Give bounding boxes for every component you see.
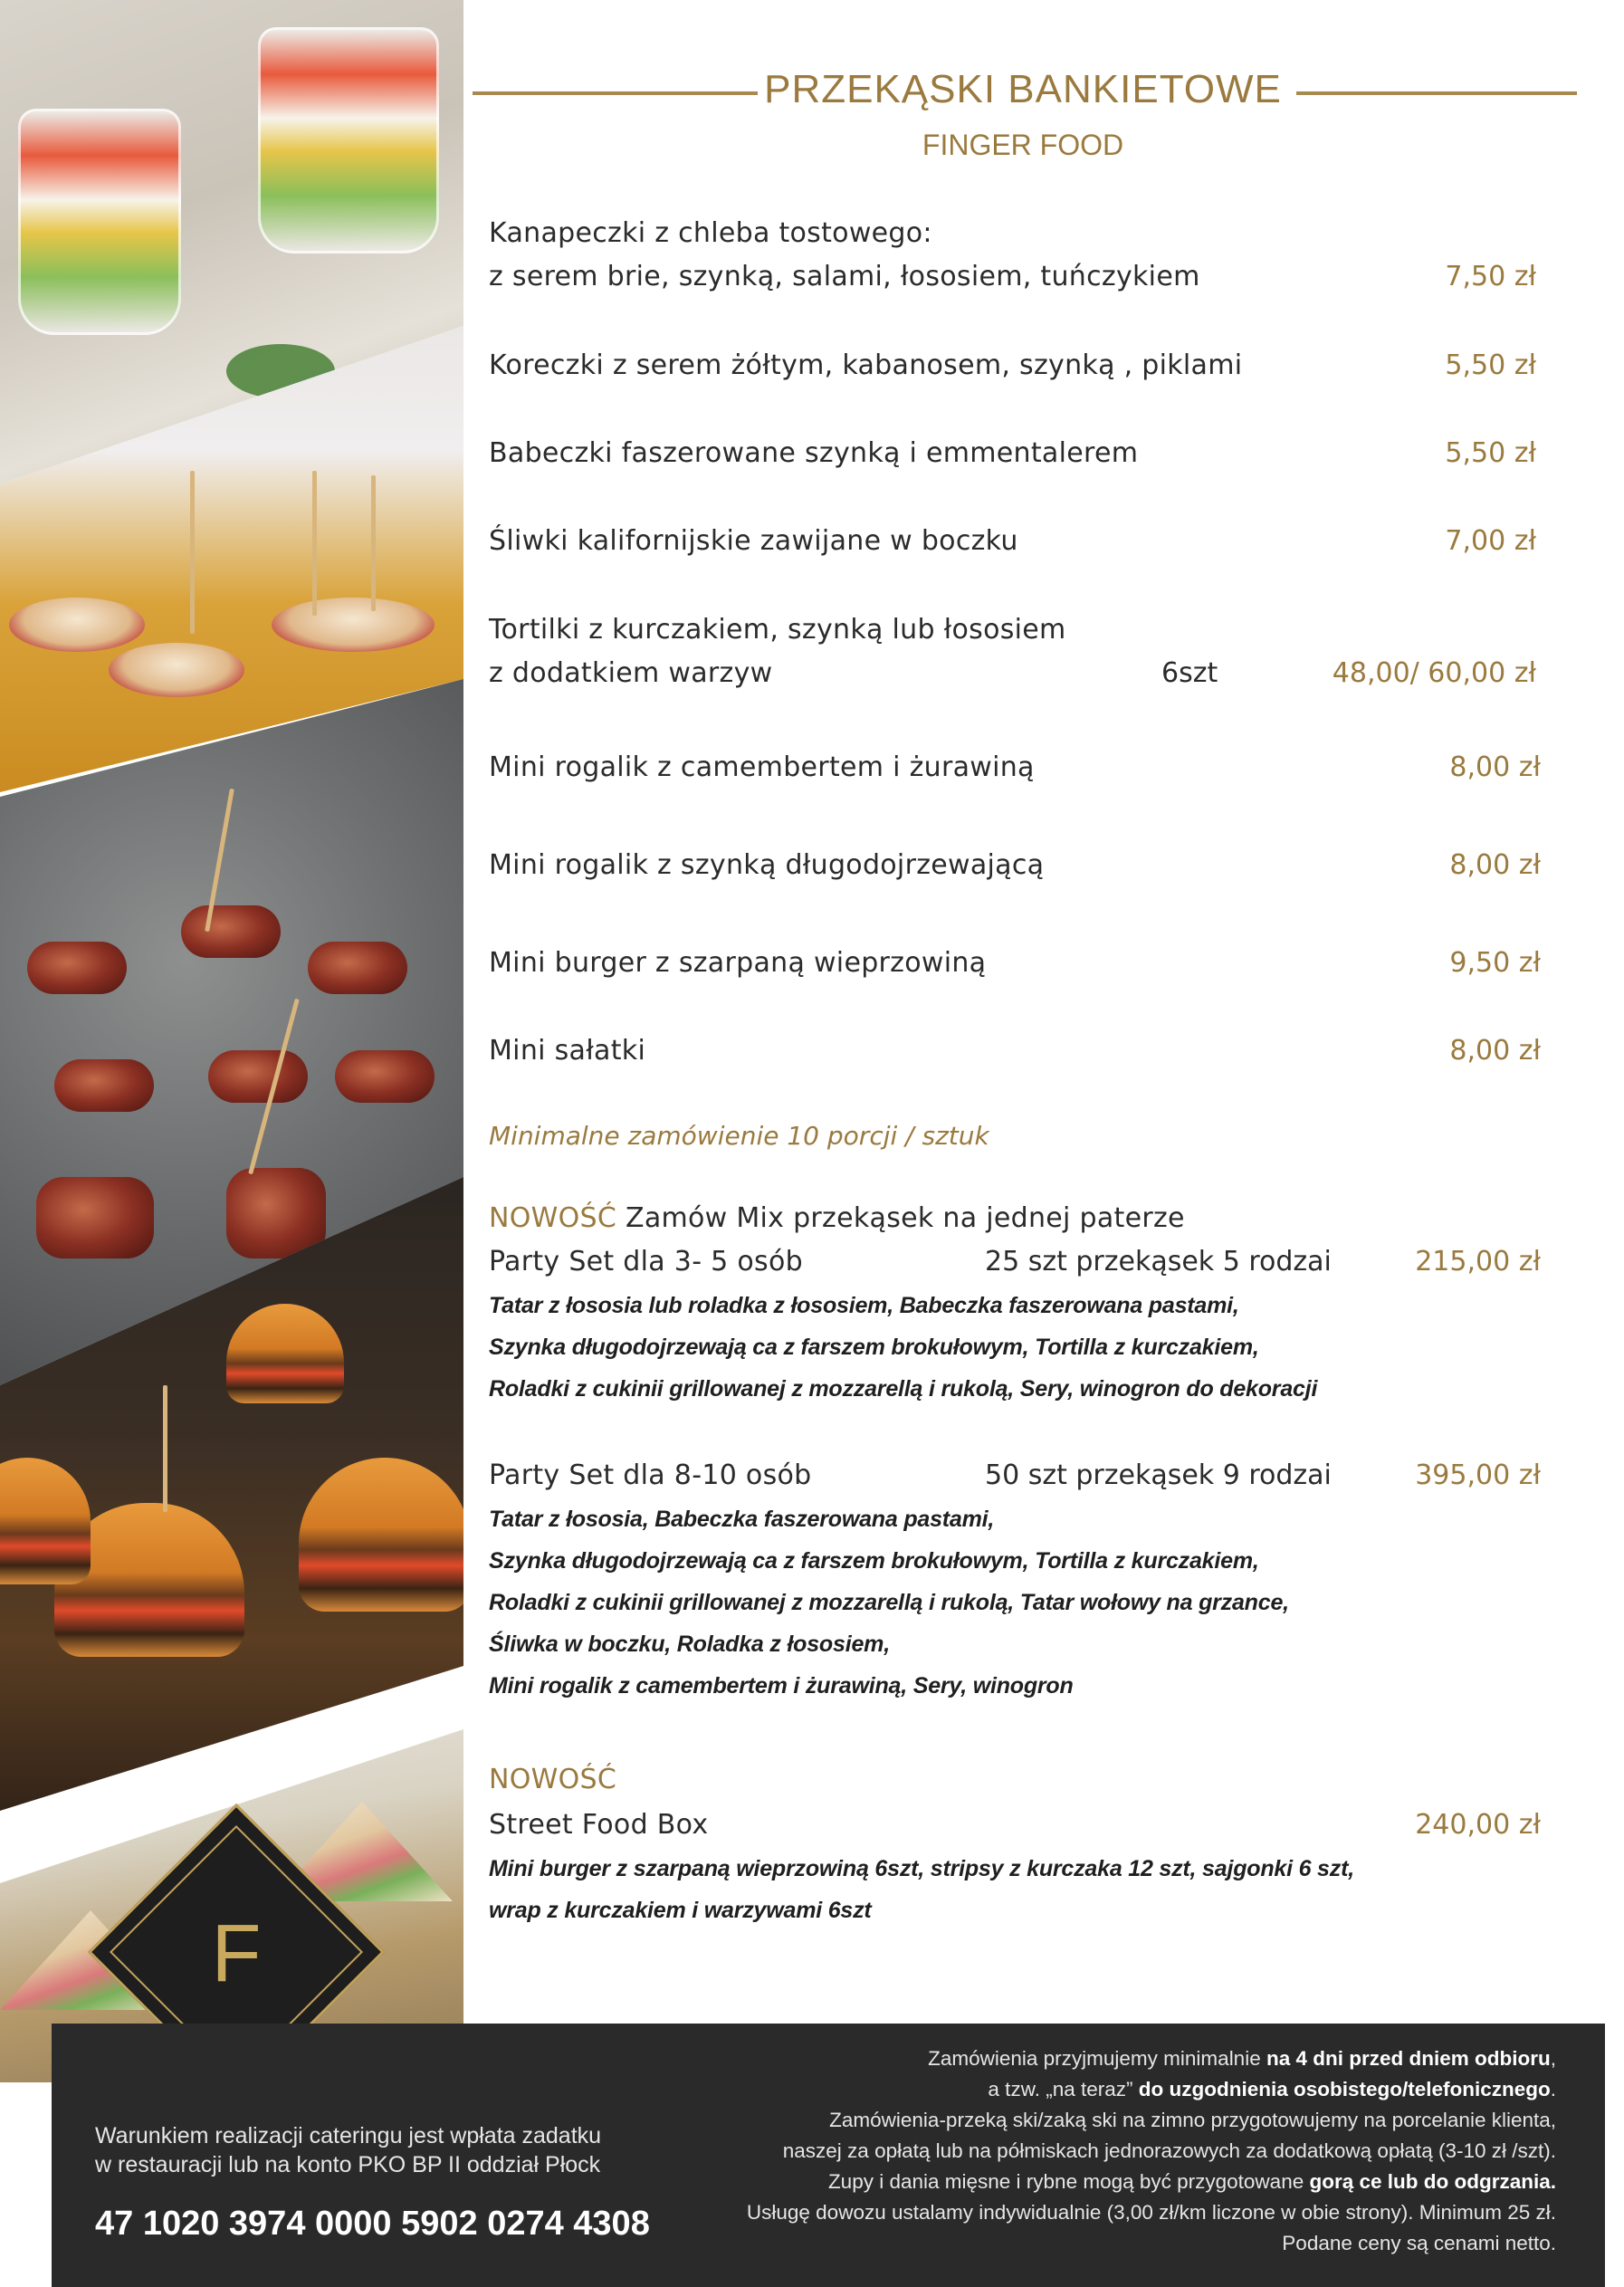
- header-rule-right: [1296, 91, 1577, 95]
- toothpick: [163, 1385, 167, 1512]
- deposit-info: Warunkiem realizacji cateringu jest wpłata zadatku: [95, 2123, 602, 2148]
- party-set-name: Party Set dla 8-10 osób: [489, 1459, 812, 1491]
- menu-item-price: 8,00 zł: [1449, 1035, 1541, 1067]
- mini-burger: [299, 1458, 463, 1612]
- minimum-order-note: Minimalne zamówienie 10 porcji / sztuk: [489, 1121, 989, 1151]
- street-food-name: Street Food Box: [489, 1809, 709, 1841]
- menu-item-name: Śliwki kalifornijskie zawijane w boczku: [489, 525, 1018, 557]
- mini-burger: [0, 1458, 91, 1584]
- party-intro: [489, 1202, 1185, 1234]
- menu-item-price: 8,00 zł: [1449, 849, 1541, 881]
- menu-item-detail: z serem brie, szynką, salami, łososiem, tuńczykiem: [489, 261, 1200, 292]
- menu-item-name: Mini rogalik z szynką długodojrzewającą: [489, 849, 1045, 881]
- menu-item-qty: 6szt: [1161, 657, 1218, 689]
- party-set-desc: Mini rogalik z camembertem i żurawiną, Sery, winogron: [489, 1673, 1074, 1699]
- bacon-date: [226, 1168, 326, 1258]
- salad-glass: [258, 27, 439, 254]
- new-badge: NOWOŚĆ: [489, 1202, 617, 1234]
- party-set-name: Party Set dla 3- 5 osób: [489, 1246, 803, 1277]
- party-set-price: 215,00 zł: [1415, 1246, 1541, 1277]
- party-set-count: 25 szt przekąsek 5 rodzai: [985, 1246, 1332, 1277]
- order-note: Usługę dowozu ustalamy indywidualnie (3,00 zł/km liczone w obie strony). Minimum 25 zł.: [746, 2201, 1556, 2224]
- bacon-date: [335, 1050, 435, 1103]
- canape: [9, 598, 145, 652]
- party-set-desc: Śliwka w boczku, Roladka z łososiem,: [489, 1632, 890, 1657]
- menu-item-price: 48,00/ 60,00 zł: [1332, 657, 1536, 689]
- bacon-date: [308, 942, 407, 994]
- party-set-desc: Tatar z łososia lub roladka z łososiem, Babeczka faszerowana pastami,: [489, 1293, 1239, 1318]
- bacon-date: [27, 942, 127, 994]
- street-food-desc: wrap z kurczakiem i warzywami 6szt: [489, 1898, 872, 1923]
- party-set-desc: Szynka długodojrzewają ca z farszem brokułowym, Tortilla z kurczakiem,: [489, 1335, 1259, 1360]
- photo-collage: [0, 0, 463, 2082]
- order-note: Zamówienia przyjmujemy minimalnie na 4 dni przed dniem odbioru,: [928, 2047, 1556, 2070]
- menu-item-detail: z dodatkiem warzyw: [489, 657, 773, 689]
- menu-item-name: Mini sałatki: [489, 1035, 646, 1067]
- party-set-count: 50 szt przekąsek 9 rodzai: [985, 1459, 1332, 1491]
- order-note: Zupy i dania mięsne i rybne mogą być przygotowane gorą ce lub do odgrzania.: [827, 2170, 1556, 2193]
- toothpick: [190, 471, 195, 634]
- canape: [272, 598, 435, 652]
- bacon-date: [54, 1059, 154, 1112]
- deposit-info: w restauracji lub na konto PKO BP II oddział Płock: [95, 2152, 601, 2177]
- street-food-price: 240,00 zł: [1415, 1809, 1541, 1841]
- logo-letter: F: [211, 1909, 262, 1999]
- menu-item-price: 9,50 zł: [1449, 947, 1541, 979]
- party-set-price: 395,00 zł: [1415, 1459, 1541, 1491]
- party-set-desc: Roladki z cukinii grillowanej z mozzarellą i rukolą, Tatar wołowy na grzance,: [489, 1590, 1289, 1615]
- party-set-desc: Roladki z cukinii grillowanej z mozzarellą i rukolą, Sery, winogron do dekoracji: [489, 1376, 1318, 1402]
- new-badge: NOWOŚĆ: [489, 1764, 617, 1795]
- party-set-desc: Tatar z łososia, Babeczka faszerowana pastami,: [489, 1507, 995, 1532]
- order-note: a tzw. „na teraz” do uzgodnienia osobistego/telefonicznego.: [988, 2078, 1556, 2100]
- mini-burger: [226, 1304, 344, 1403]
- salad-glass: [18, 109, 181, 335]
- menu-item-name: Kanapeczki z chleba tostowego:: [489, 217, 932, 249]
- toothpick: [312, 471, 317, 616]
- footer: [52, 2024, 1605, 2287]
- menu-item-name: Babeczki faszerowane szynką i emmentalerem: [489, 437, 1139, 469]
- page-subtitle: FINGER FOOD: [922, 129, 1124, 161]
- menu-item-name: Tortilki z kurczakiem, szynką lub łososiem: [489, 614, 1066, 646]
- order-note: Podane ceny są cenami netto.: [1282, 2232, 1556, 2254]
- toothpick: [371, 475, 376, 611]
- menu-item-price: 5,50 zł: [1445, 437, 1536, 469]
- party-set-desc: Szynka długodojrzewają ca z farszem brokułowym, Tortilla z kurczakiem,: [489, 1548, 1259, 1574]
- menu-item-price: 7,50 zł: [1445, 261, 1536, 292]
- canape: [109, 643, 244, 697]
- menu-item-name: Koreczki z serem żółtym, kabanosem, szynką , piklami: [489, 349, 1243, 381]
- menu-item-name: Mini rogalik z camembertem i żurawiną: [489, 751, 1035, 783]
- header-rule-left: [473, 91, 758, 95]
- bank-account-number: 47 1020 3974 0000 5902 0274 4308: [95, 2205, 650, 2243]
- menu-item-price: 5,50 zł: [1445, 349, 1536, 381]
- menu-item-price: 8,00 zł: [1449, 751, 1541, 783]
- order-note: Zamówienia-przeką ski/zaką ski na zimno przygotowujemy na porcelanie klienta,: [829, 2109, 1556, 2131]
- page-title: PRZEKĄSKI BANKIETOWE: [764, 67, 1282, 111]
- party-intro-text: Zamów Mix przekąsek na jednej paterze: [625, 1202, 1185, 1234]
- menu-item-name: Mini burger z szarpaną wieprzowiną: [489, 947, 987, 979]
- order-note: naszej za opłatą lub na półmiskach jednorazowych za dodatkową opłatą (3-10 zł /szt).: [782, 2139, 1556, 2162]
- bacon-date: [208, 1050, 308, 1103]
- street-food-desc: Mini burger z szarpaną wieprzowiną 6szt, stripsy z kurczaka 12 szt, sajgonki 6 szt,: [489, 1856, 1354, 1881]
- menu-item-price: 7,00 zł: [1445, 525, 1536, 557]
- bacon-date: [36, 1177, 154, 1258]
- bacon-date: [181, 905, 281, 958]
